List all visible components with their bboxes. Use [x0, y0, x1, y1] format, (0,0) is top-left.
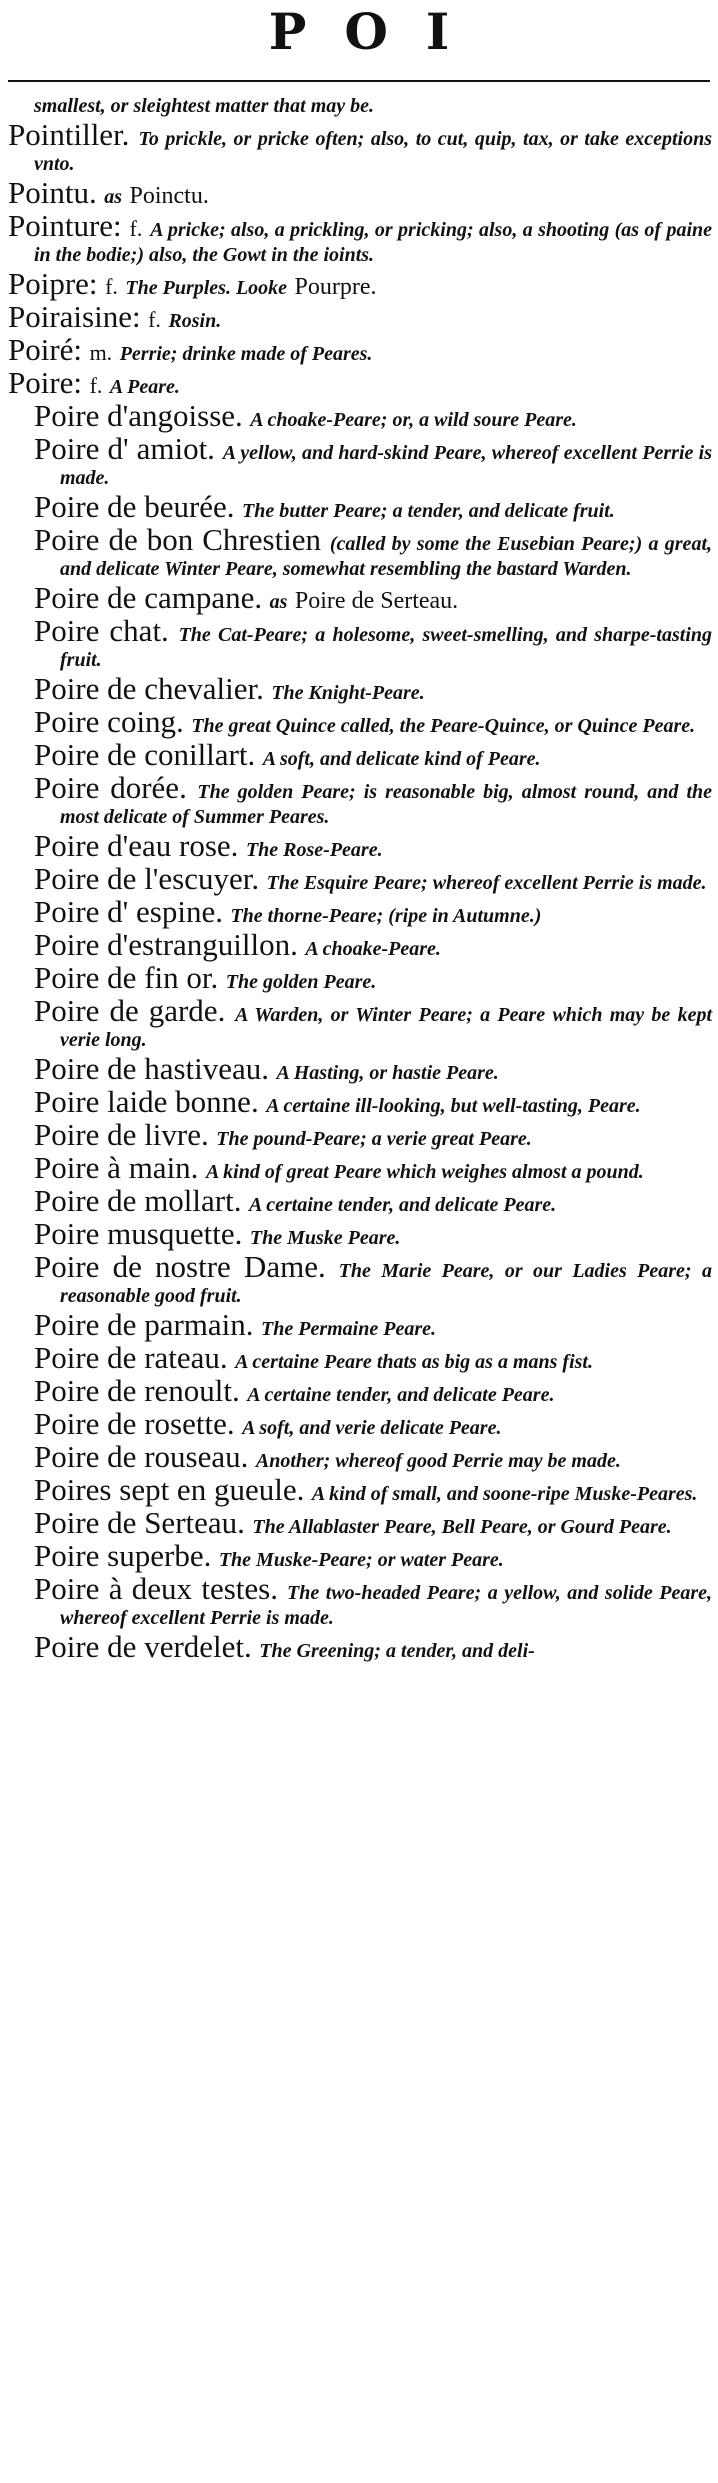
dictionary-entry — [8, 175, 712, 210]
dictionary-entry — [8, 704, 712, 739]
entry-definition: The two-headed Peare; a yellow, and solide Peare, whereof excellent Perrie is made. — [60, 1582, 713, 1629]
entry-definition: smallest, or sleightest matter that may be. — [34, 95, 374, 117]
entry-headword: Poire à deux testes. — [34, 1571, 278, 1606]
entry-definition: Rosin. — [168, 310, 222, 332]
dictionary-entry — [8, 894, 712, 929]
entry-headword: Poiré: — [8, 332, 83, 367]
entry-headword: Poire de fin or. — [34, 960, 219, 995]
entry-definition: as — [269, 591, 288, 613]
entry-headword: Poire de parmain. — [34, 1307, 254, 1342]
entry-definition: The Purples. Looke — [125, 277, 288, 299]
entry-definition: The great Quince called, the Peare-Quince, or Quince Peare. — [191, 715, 696, 737]
entry-headword: Poire laide bonne. — [34, 1084, 259, 1119]
running-head: POI — [268, 2, 488, 61]
dictionary-entry — [8, 92, 712, 117]
entry-headword: Poire de l'escuyer. — [34, 861, 260, 896]
entry-headword: Poire musquette. — [34, 1216, 243, 1251]
entry-definition: A soft, and delicate kind of Peare. — [262, 748, 541, 770]
entry-definition: Another; whereof good Perrie may be made. — [255, 1450, 621, 1472]
entry-headword: Poire de hastiveau. — [34, 1051, 270, 1086]
entry-headword: Poire de campane. — [34, 580, 263, 615]
entry-headword: Poire de rouseau. — [34, 1439, 249, 1474]
dictionary-entry — [8, 1183, 712, 1218]
entry-definition: The golden Peare; is reasonable big, almost round, and the most delicate of Summer Peares. — [60, 781, 713, 828]
entry-definition: A choake-Peare. — [305, 938, 441, 960]
entry-definition: A kind of great Peare which weighes almost a pound. — [205, 1161, 644, 1183]
entry-definition: The thorne-Peare; (ripe in Autumne.) — [230, 905, 542, 927]
entry-headword: Poire de rosette. — [34, 1406, 235, 1441]
dictionary-entry — [8, 1216, 712, 1251]
entry-headword: Poire de conillart. — [34, 737, 256, 772]
dictionary-entry — [8, 1538, 712, 1573]
dictionary-entry — [8, 208, 713, 266]
dictionary-entry — [8, 1439, 712, 1474]
entry-definition: A certaine ill-looking, but well-tasting, Peare. — [266, 1095, 641, 1117]
entry-gender: f. — [105, 274, 118, 299]
entry-definition: as — [104, 186, 123, 208]
entry-headword: Poire coing. — [34, 704, 184, 739]
entry-definition: (called by some the Eusebian Peare;) a great, and delicate Winter Peare, somewhat resembling the bastard Warden. — [60, 533, 712, 580]
dictionary-entry — [8, 1340, 712, 1375]
entry-headword: Poire d' amiot. — [34, 431, 215, 466]
entry-definition: The butter Peare; a tender, and delicate fruit. — [242, 500, 615, 522]
entry-definition: A soft, and verie delicate Peare. — [242, 1417, 502, 1439]
entry-definition: A Peare. — [109, 376, 180, 398]
entry-headword: Poire: — [8, 365, 83, 400]
entry-headword: Poire d'angoisse. — [34, 398, 243, 433]
entry-cross-reference: Pourpre. — [294, 274, 377, 300]
entry-headword: Poire de livre. — [34, 1117, 209, 1152]
entry-definition: A certaine Peare thats as big as a mans fist. — [235, 1351, 593, 1373]
entry-definition: A yellow, and hard-skind Peare, whereof excellent Perrie is made. — [60, 442, 712, 489]
entry-definition: The Muske Peare. — [249, 1227, 401, 1249]
entry-headword: Poiraisine: — [8, 299, 141, 334]
dictionary-entry — [8, 1051, 712, 1086]
entry-definition: To prickle, or pricke often; also, to cut, quip, tax, or take exceptions vnto. — [34, 128, 713, 175]
dictionary-entry — [8, 960, 712, 995]
entry-headword: Poire de nostre Dame. — [34, 1249, 326, 1284]
dictionary-entry — [8, 1472, 712, 1507]
header-rule — [8, 80, 710, 82]
entry-headword: Poire de mollart. — [34, 1183, 242, 1218]
dictionary-entry — [8, 737, 712, 772]
entry-definition: The pound-Peare; a verie great Peare. — [216, 1128, 532, 1150]
dictionary-entry — [8, 1406, 712, 1441]
entry-headword: Poire de bon Chrestien — [34, 522, 322, 557]
entry-headword: Poire de beurée. — [34, 489, 235, 524]
dictionary-entry — [8, 580, 712, 615]
entry-definition: A Warden, or Winter Peare; a Peare which may be kept verie long. — [60, 1004, 712, 1051]
dictionary-entry — [8, 117, 713, 175]
dictionary-entry — [8, 299, 712, 334]
dictionary-entry — [8, 522, 712, 580]
entry-definition: The Marie Peare, or our Ladies Peare; a reasonable good fruit. — [60, 1260, 712, 1307]
dictionary-entry — [8, 613, 712, 671]
dictionary-entry — [8, 431, 712, 489]
entry-headword: Poires sept en gueule. — [34, 1472, 305, 1507]
dictionary-entry — [8, 266, 712, 301]
entry-headword: Poire à main. — [34, 1150, 199, 1185]
entry-definition: A choake-Peare; or, a wild soure Peare. — [250, 409, 577, 431]
dictionary-entry — [8, 365, 712, 400]
dictionary-entry — [8, 332, 712, 367]
entry-definition: A Hasting, or hastie Peare. — [276, 1062, 499, 1084]
entry-headword: Poire de renoult. — [34, 1373, 240, 1408]
entry-list — [8, 92, 712, 1669]
entry-cross-reference: Poire de Serteau. — [294, 588, 459, 614]
entry-definition: The Allablaster Peare, Bell Peare, or Gourd Peare. — [252, 1516, 672, 1538]
dictionary-entry — [8, 1571, 713, 1629]
entry-definition: The Muske-Peare; or water Peare. — [218, 1549, 504, 1571]
entry-headword: Poire de verdelet. — [34, 1629, 252, 1664]
entry-definition: A certaine tender, and delicate Peare. — [248, 1194, 557, 1216]
entry-definition: The Esquire Peare; whereof excellent Perrie is made. — [266, 872, 707, 894]
entry-definition: A kind of small, and soone-ripe Muske-Peares. — [311, 1483, 698, 1505]
entry-definition: The Cat-Peare; a holesome, sweet-smelling, and sharpe-tasting fruit. — [60, 624, 712, 671]
entry-headword: Poire d' espine. — [34, 894, 223, 929]
dictionary-entry — [8, 1373, 712, 1408]
dictionary-entry — [8, 993, 712, 1051]
entry-headword: Pointure: — [8, 208, 122, 243]
dictionary-entry — [8, 828, 712, 863]
entry-cross-reference: Poinctu. — [129, 183, 209, 209]
entry-headword: Poire d'eau rose. — [34, 828, 239, 863]
dictionary-entry — [8, 1307, 712, 1342]
entry-definition: A certaine tender, and delicate Peare. — [247, 1384, 555, 1406]
entry-definition: The Rose-Peare. — [245, 839, 383, 861]
entry-headword: Poire de rateau. — [34, 1340, 228, 1375]
dictionary-entry — [8, 489, 712, 524]
dictionary-entry — [8, 1150, 712, 1185]
dictionary-entry — [8, 770, 713, 828]
dictionary-entry — [8, 1629, 712, 1664]
entry-gender: f. — [89, 373, 103, 398]
entry-definition: The golden Peare. — [225, 971, 377, 993]
entry-headword: Poire d'estranguillon. — [34, 927, 298, 962]
entry-headword: Poire dorée. — [34, 770, 187, 805]
dictionary-entry — [8, 671, 712, 706]
entry-definition: The Permaine Peare. — [261, 1318, 436, 1340]
entry-definition: The Greening; a tender, and deli- — [259, 1640, 535, 1662]
dictionary-entry — [8, 1249, 712, 1307]
entry-headword: Poire de garde. — [34, 993, 226, 1028]
dictionary-entry — [8, 1117, 712, 1152]
entry-headword: Poire superbe. — [34, 1538, 212, 1573]
entry-headword: Poire de chevalier. — [34, 671, 264, 706]
entry-definition: A pricke; also, a prickling, or pricking; also, a shooting (as of paine in the bodie;) also, the Gowt in the ioints. — [34, 219, 713, 266]
entry-headword: Poipre: — [8, 266, 98, 301]
dictionary-entry — [8, 398, 712, 433]
dictionary-entry — [8, 1084, 712, 1119]
entry-definition: The Knight-Peare. — [271, 682, 425, 704]
entry-gender: f. — [148, 307, 161, 332]
entry-gender: f. — [129, 216, 143, 241]
entry-headword: Poire de Serteau. — [34, 1505, 245, 1540]
entry-headword: Pointu. — [8, 175, 97, 210]
entry-headword: Pointiller. — [8, 117, 130, 152]
dictionary-entry — [8, 861, 712, 896]
dictionary-entry — [8, 927, 712, 962]
dictionary-entry — [8, 1505, 712, 1540]
entry-gender: m. — [89, 340, 113, 365]
entry-headword: Poire chat. — [34, 613, 169, 648]
entry-definition: Perrie; drinke made of Peares. — [119, 343, 373, 365]
